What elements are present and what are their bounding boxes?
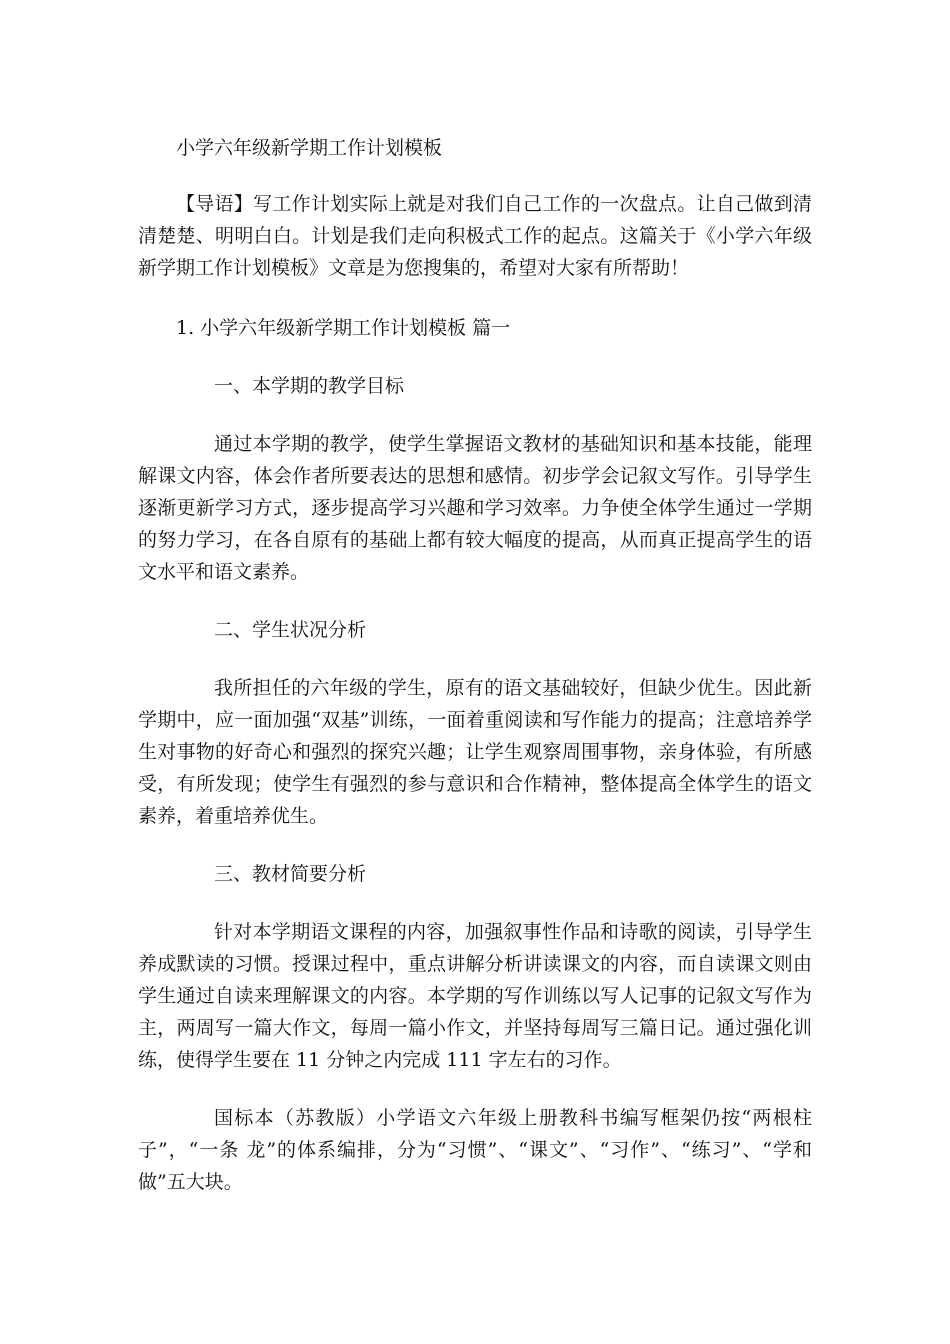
heading-textbook-analysis: 三、教材简要分析 bbox=[214, 863, 367, 885]
section-title: 1. 小学六年级新学期工作计划模板 篇一 bbox=[176, 317, 511, 339]
paragraph-textbook-framework: 国标本（苏教版）小学语文六年级上册教科书编写框架仍按“两根柱子”，“一条 龙”的体系编排，分为“习惯”、“课文”、“习作”、“练习”、“学和做”五大块。 bbox=[138, 1107, 812, 1193]
paragraph-textbook-analysis: 针对本学期语文课程的内容，加强叙事性作品和诗歌的阅读，引导学生养成默读的习惯。授课过程中，重点讲解分析讲读课文的内容，而自读课文则由学生通过自读来理解课文的内容。本学期的写作训练以写人记事的记叙文写作为主，两周写一篇大作文，每周一篇小作文，并坚持每周写三篇日记。通过强化训练，使得学生要在 11 分钟之内完成 111 字左右的习作。 bbox=[138, 921, 812, 1071]
document-title: 小学六年级新学期工作计划模板 bbox=[176, 137, 443, 159]
document-body bbox=[138, 132, 812, 1224]
heading-student-analysis: 二、学生状况分析 bbox=[214, 619, 367, 641]
heading-teaching-goals: 一、本学期的教学目标 bbox=[214, 375, 405, 397]
intro-paragraph: 【导语】写工作计划实际上就是对我们自己工作的一次盘点。让自己做到清清楚楚、明明白白。计划是我们走向积极式工作的起点。这篇关于《小学六年级新学期工作计划模板》文章是为您搜集的，希望对大家有所帮助！ bbox=[138, 193, 812, 279]
paragraph-student-analysis: 我所担任的六年级的学生，原有的语文基础较好，但缺少优生。因此新学期中，应一面加强“双基”训练，一面着重阅读和写作能力的提高；注意培养学生对事物的好奇心和强烈的探究兴趣；让学生观察周围事物，亲身体验，有所感受，有所发现；使学生有强烈的参与意识和合作精神，整体提高全体学生的语文素养，着重培养优生。 bbox=[138, 677, 812, 827]
paragraph-teaching-goals: 通过本学期的教学，使学生掌握语文教材的基础知识和基本技能，能理解课文内容，体会作者所要表达的思想和感情。初步学会记叙文写作。引导学生逐渐更新学习方式，逐步提高学习兴趣和学习效率。力争使全体学生通过一学期的努力学习，在各自原有的基础上都有较大幅度的提高，从而真正提高学生的语文水平和语文素养。 bbox=[138, 433, 812, 583]
